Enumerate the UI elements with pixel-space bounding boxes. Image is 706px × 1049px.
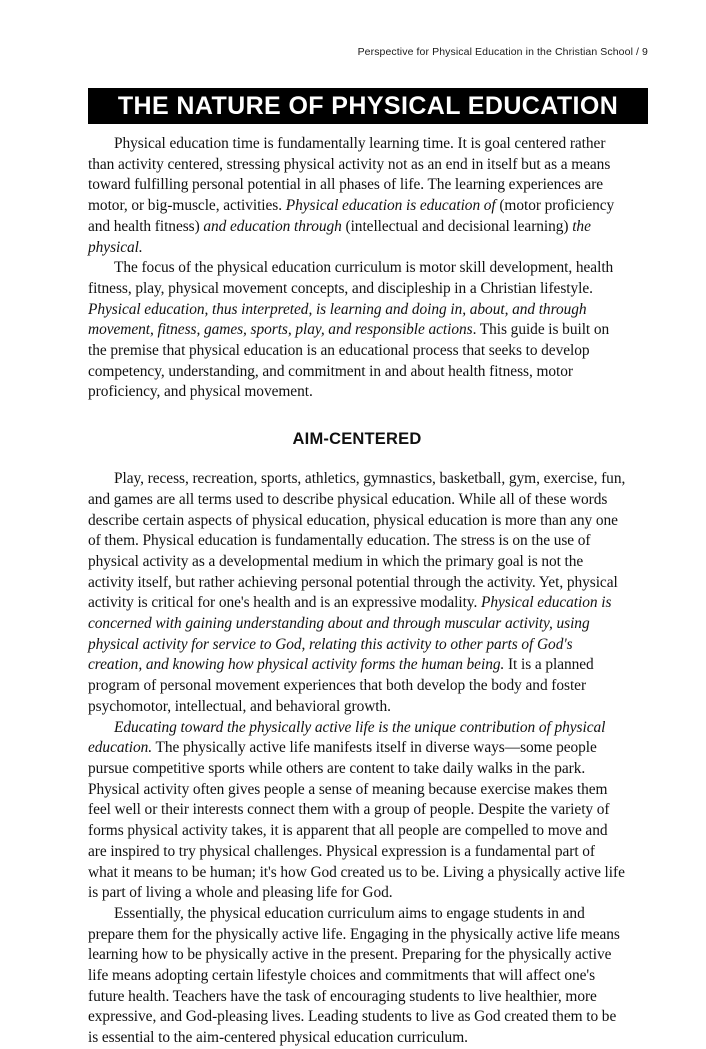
chapter-title-banner: [88, 88, 648, 124]
text-run-italic: the physical.: [88, 217, 595, 256]
body-content: [88, 134, 629, 1049]
text-run-italic: Physical education, thus interpreted, is learning and doing in, about, and through movement, fitness, games, sports, play, and responsible actions: [88, 300, 591, 339]
paragraph-aim-2: [88, 718, 629, 904]
paragraph-aim-1: [88, 469, 629, 717]
text-run-italic: Physical education is concerned with gaining understanding about and through muscular activity, using physical activity for service to God, relating this activity to other parts of God's creation, and knowing how physical activity forms the human being.: [88, 594, 616, 674]
text-run: It is a planned program of personal movement experiences that both develop the body and foster psychomotor, intellectual, and behavioral growth.: [88, 656, 598, 715]
text-run: Physical education time is fundamentally learning time. It is goal centered rather than activity centered, stressing physical activity not as an end in itself but as a means toward fulfilling personal potential in all phases of life. The learning experiences are motor, or big-muscle, activities.: [88, 135, 614, 215]
text-run: Play, recess, recreation, sports, athletics, gymnastics, basketball, gym, exercise, fun, and games are all terms used to describe physical education. While all of these words describe certain aspects of physical education, physical education is more than any one of them. Physical education is fundamentally education. The stress is on the use of physical activity as a developmental medium in which the primary goal is not the activity itself, but rather achieving personal potential through the activity. Yet, physical activity is critical for one's health and is an expressive modality.: [88, 470, 629, 612]
text-run: (intellectual and decisional learning): [341, 217, 573, 235]
section-heading-aim-centered: AIM-CENTERED: [292, 430, 422, 449]
chapter-title-text: THE NATURE OF PHYSICAL EDUCATION: [117, 91, 619, 120]
text-run: The focus of the physical education curriculum is motor skill development, health fitness, play, physical movement concepts, and discipleship in a Christian lifestyle.: [88, 259, 617, 297]
text-run: Essentially, the physical education curriculum aims to engage students in and prepare them for the physically active life. Engaging in the physically active life means learning how to be physically active in the present. Preparing for the physically active life means adopting certain lifestyle choices and commitments that will affect one's future health. Teachers have the task of encouraging students to live healthier, more expressive, and God-pleasing lives. Leading students to live as God created them to be is essential to the aim-centered physical education curriculum.: [88, 904, 624, 1047]
paragraph-aim-3: [88, 904, 626, 1049]
text-run-italic: Educating toward the physically active life is the unique contribution of physical education.: [88, 718, 610, 757]
text-run-italic: Physical education is education of: [285, 197, 496, 215]
running-header: Perspective for Physical Education in the Christian School / 9: [357, 46, 648, 58]
text-run: The physically active life manifests itself in diverse ways—some people pursue competitive sports while others are content to take daily walks in the park. Physical activity often gives people a sense of meaning because exercise makes them feel well or their interests connect them with a group of people. Despite the variety of forms physical activity takes, it is apparent that all people are compelled to move and are inspired to try physical challenges. Physical expression is a fundamental part of what it means to be human; it's how God created us to be. Living a physically active life is part of living a whole and pleasing life for God.: [88, 739, 629, 902]
paragraph-intro-2: [88, 258, 626, 403]
text-run: (motor proficiency and health fitness): [88, 197, 618, 235]
text-run: . This guide is built on the premise that physical education is an educational process that seeks to develop competency, understanding, and commitment in and about health fitness, motor proficiency, and physical movement.: [88, 321, 613, 401]
text-run-italic: and education through: [203, 217, 342, 235]
paragraph-intro-1: [88, 134, 626, 258]
